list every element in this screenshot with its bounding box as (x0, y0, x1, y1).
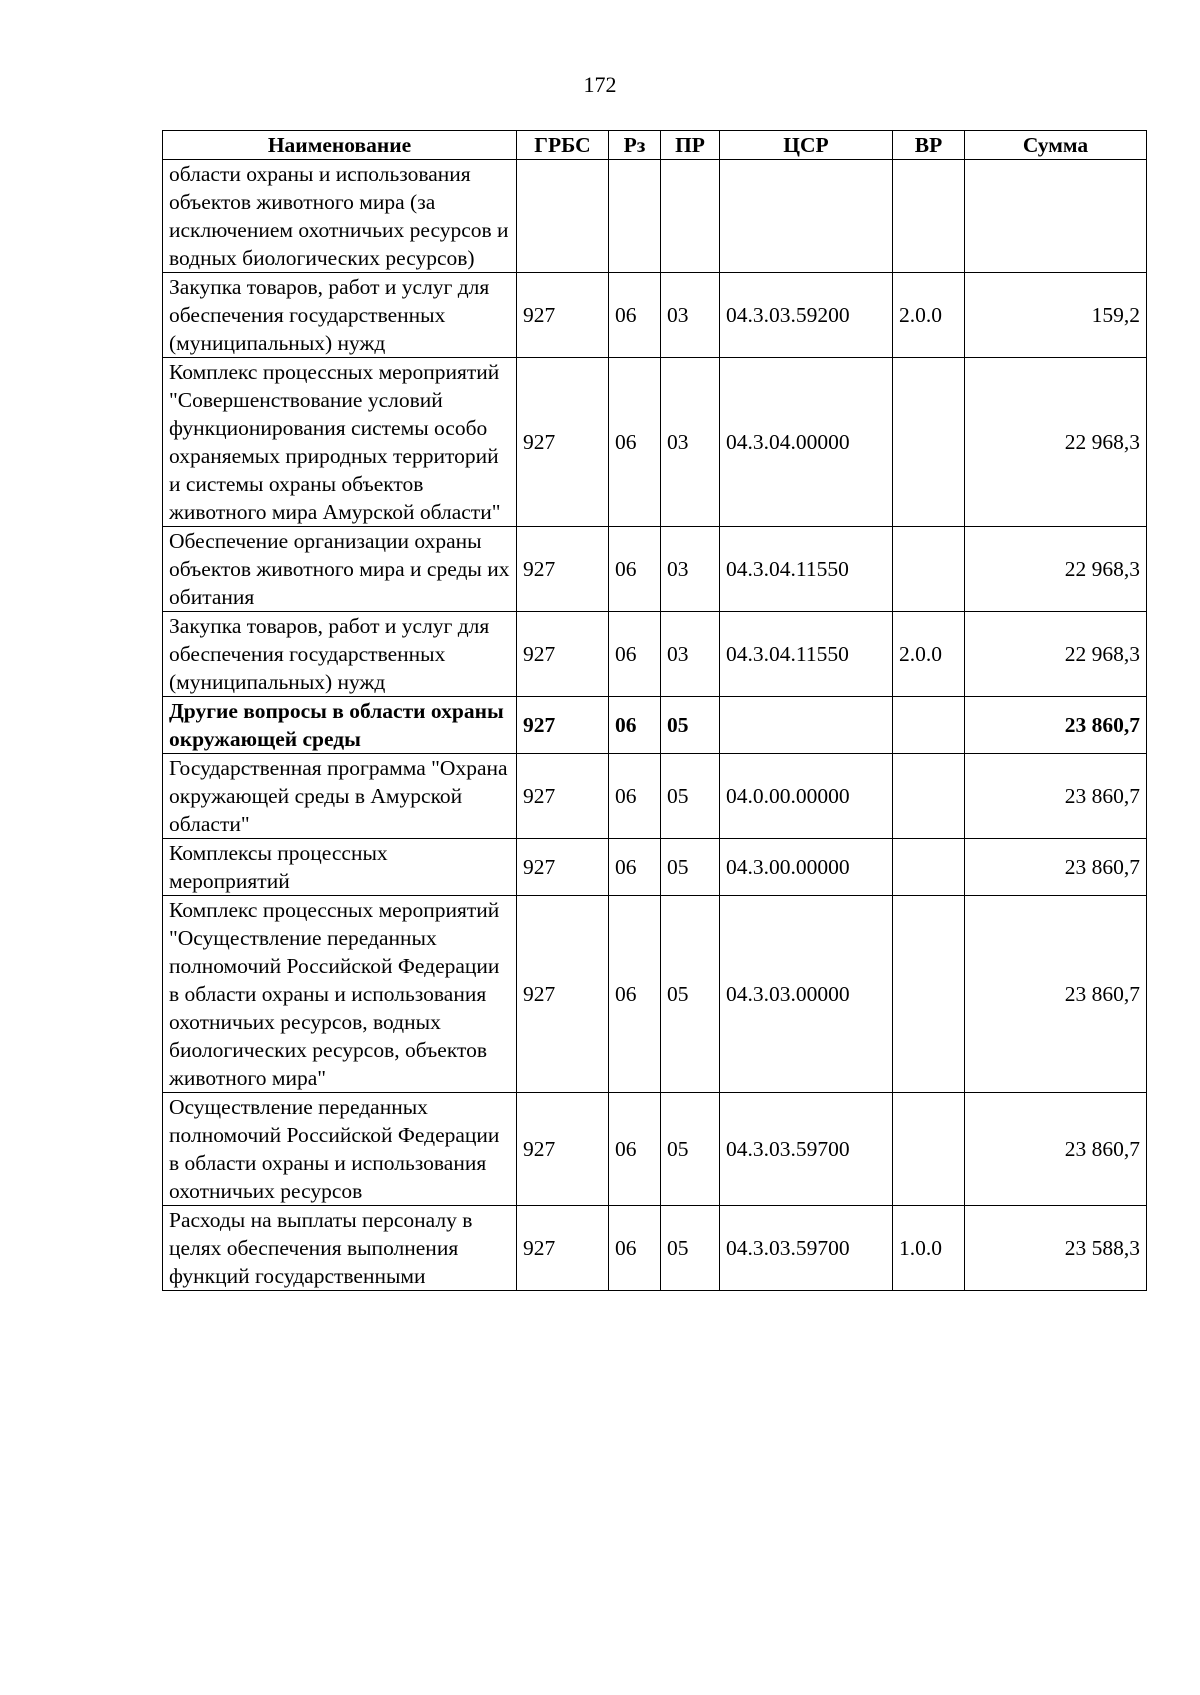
cell-sum: 22 968,3 (965, 612, 1147, 697)
cell-grbs (517, 160, 609, 273)
cell-name: Закупка товаров, работ и услуг для обеспечения государственных (муниципальных) нужд (163, 612, 517, 697)
cell-pr: 05 (661, 1093, 720, 1206)
cell-name: Другие вопросы в области охраны окружающей среды (163, 697, 517, 754)
cell-sum: 23 588,3 (965, 1206, 1147, 1291)
cell-vr (893, 839, 965, 896)
cell-rz: 06 (609, 754, 661, 839)
cell-pr (661, 160, 720, 273)
table-row (163, 1206, 1147, 1291)
cell-vr: 2.0.0 (893, 273, 965, 358)
cell-name: Государственная программа "Охрана окружающей среды в Амурской области" (163, 754, 517, 839)
cell-csr (720, 160, 893, 273)
table-row (163, 1093, 1147, 1206)
cell-grbs: 927 (517, 839, 609, 896)
cell-sum: 23 860,7 (965, 697, 1147, 754)
cell-rz: 06 (609, 527, 661, 612)
header-pr: ПР (661, 131, 720, 160)
table-row (163, 527, 1147, 612)
cell-name: области охраны и использования объектов животного мира (за исключением охотничьих ресурсов и водных биологических ресурсов) (163, 160, 517, 273)
cell-vr (893, 697, 965, 754)
cell-rz: 06 (609, 896, 661, 1093)
cell-csr: 04.3.03.59700 (720, 1206, 893, 1291)
cell-name: Расходы на выплаты персоналу в целях обеспечения выполнения функций государственными (163, 1206, 517, 1291)
cell-csr: 04.3.04.11550 (720, 612, 893, 697)
table-row (163, 754, 1147, 839)
cell-sum: 23 860,7 (965, 896, 1147, 1093)
cell-grbs: 927 (517, 358, 609, 527)
page-number: 172 (583, 72, 617, 97)
cell-pr: 03 (661, 527, 720, 612)
cell-csr: 04.3.00.00000 (720, 839, 893, 896)
table-body (163, 160, 1147, 1291)
cell-rz: 06 (609, 358, 661, 527)
cell-csr: 04.3.03.00000 (720, 896, 893, 1093)
table-row (163, 358, 1147, 527)
cell-pr: 05 (661, 697, 720, 754)
cell-vr (893, 527, 965, 612)
cell-rz (609, 160, 661, 273)
cell-pr: 05 (661, 1206, 720, 1291)
cell-pr: 03 (661, 273, 720, 358)
cell-vr (893, 896, 965, 1093)
cell-csr: 04.0.00.00000 (720, 754, 893, 839)
table-header-row (163, 131, 1147, 160)
cell-sum (965, 160, 1147, 273)
cell-grbs: 927 (517, 697, 609, 754)
cell-grbs: 927 (517, 612, 609, 697)
header-sum: Сумма (965, 131, 1147, 160)
cell-rz: 06 (609, 1206, 661, 1291)
cell-sum: 22 968,3 (965, 358, 1147, 527)
cell-pr: 03 (661, 358, 720, 527)
table-row (163, 160, 1147, 273)
cell-rz: 06 (609, 1093, 661, 1206)
cell-rz: 06 (609, 697, 661, 754)
cell-vr (893, 754, 965, 839)
cell-vr (893, 358, 965, 527)
table-row (163, 896, 1147, 1093)
cell-grbs: 927 (517, 1093, 609, 1206)
cell-name: Комплекс процессных мероприятий "Совершенствование условий функционирования системы особо охраняемых природных территорий и системы охраны объектов животного мира Амурской области" (163, 358, 517, 527)
cell-pr: 05 (661, 839, 720, 896)
cell-csr (720, 697, 893, 754)
cell-rz: 06 (609, 612, 661, 697)
header-vr: ВР (893, 131, 965, 160)
header-name: Наименование (163, 131, 517, 160)
cell-pr: 05 (661, 896, 720, 1093)
cell-vr: 2.0.0 (893, 612, 965, 697)
cell-csr: 04.3.03.59700 (720, 1093, 893, 1206)
cell-vr (893, 160, 965, 273)
cell-grbs: 927 (517, 896, 609, 1093)
cell-name: Осуществление переданных полномочий Российской Федерации в области охраны и использования охотничьих ресурсов (163, 1093, 517, 1206)
cell-rz: 06 (609, 839, 661, 896)
cell-csr: 04.3.03.59200 (720, 273, 893, 358)
table-row (163, 612, 1147, 697)
cell-csr: 04.3.04.11550 (720, 527, 893, 612)
cell-vr: 1.0.0 (893, 1206, 965, 1291)
cell-sum: 22 968,3 (965, 527, 1147, 612)
cell-grbs: 927 (517, 1206, 609, 1291)
cell-pr: 05 (661, 754, 720, 839)
cell-sum: 23 860,7 (965, 839, 1147, 896)
cell-grbs: 927 (517, 527, 609, 612)
budget-table (162, 130, 1147, 1291)
cell-name: Обеспечение организации охраны объектов животного мира и среды их обитания (163, 527, 517, 612)
cell-sum: 159,2 (965, 273, 1147, 358)
header-csr: ЦСР (720, 131, 893, 160)
cell-name: Комплекс процессных мероприятий "Осуществление переданных полномочий Российской Федерации в области охраны и использования охотничьих ресурсов, водных биологических ресурсов, объектов животного мира" (163, 896, 517, 1093)
table-row (163, 839, 1147, 896)
cell-grbs: 927 (517, 273, 609, 358)
cell-name: Закупка товаров, работ и услуг для обеспечения государственных (муниципальных) нужд (163, 273, 517, 358)
cell-sum: 23 860,7 (965, 754, 1147, 839)
table-row (163, 273, 1147, 358)
cell-csr: 04.3.04.00000 (720, 358, 893, 527)
header-grbs: ГРБС (517, 131, 609, 160)
table-row (163, 697, 1147, 754)
cell-name: Комплексы процессных мероприятий (163, 839, 517, 896)
header-rz: Рз (609, 131, 661, 160)
cell-rz: 06 (609, 273, 661, 358)
cell-grbs: 927 (517, 754, 609, 839)
cell-pr: 03 (661, 612, 720, 697)
cell-vr (893, 1093, 965, 1206)
cell-sum: 23 860,7 (965, 1093, 1147, 1206)
